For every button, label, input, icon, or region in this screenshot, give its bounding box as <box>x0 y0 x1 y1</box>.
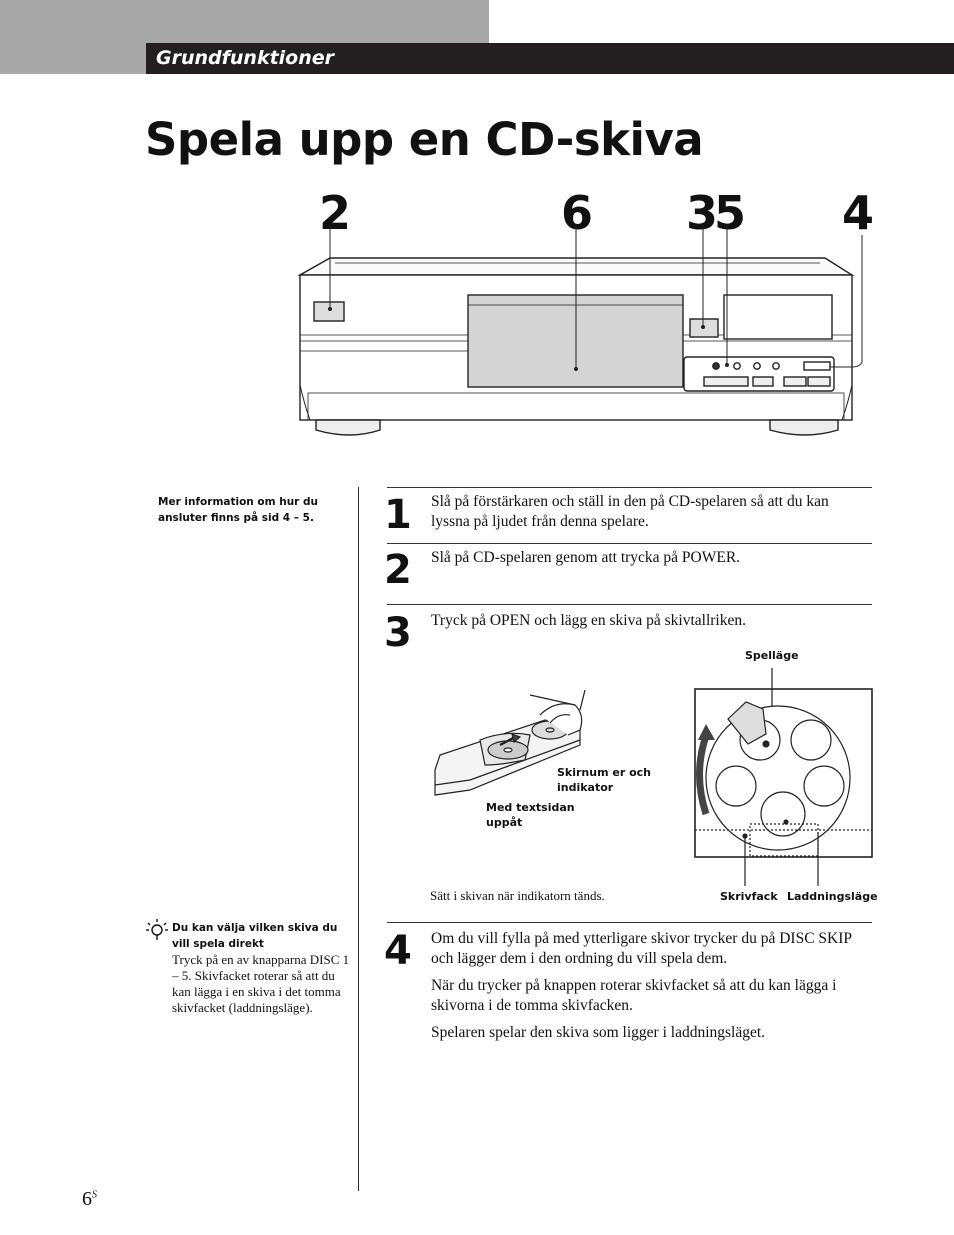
label-textside: Med textsidan uppåt <box>486 801 575 829</box>
sidebar-note: Mer information om hur du ansluter finns på sid 4 – 5. <box>158 496 319 524</box>
callout-4: 4 <box>842 186 875 240</box>
step-4-number: 4 <box>384 928 412 974</box>
tip-title: Du kan välja vilken skiva du vill spela direkt <box>172 922 338 950</box>
sidebar-divider <box>358 487 359 1191</box>
figure-caption: Sätt i skivan när indikatorn tänds. <box>430 888 605 903</box>
step-3-text <box>431 611 871 638</box>
section-title: Grundfunktioner <box>156 47 335 69</box>
step-2-number: 2 <box>384 547 412 593</box>
step-3-number: 3 <box>384 610 412 656</box>
step-3-rule <box>387 604 872 605</box>
callout-3: 3 <box>686 186 719 240</box>
step-4-rule <box>387 922 872 923</box>
callout-5: 5 <box>714 186 747 240</box>
carousel-diagram <box>688 664 874 886</box>
step-4-paragraph-1: Om du vill fylla på med ytterligare skivor trycker du på DISC SKIP och lägger dem i den ordning du vill spela dem. <box>431 930 852 967</box>
page-number <box>82 1188 97 1211</box>
step-2-rule <box>387 543 872 544</box>
step-1-number: 1 <box>384 492 412 538</box>
callout-6: 6 <box>561 186 594 240</box>
cd-player-illustration <box>290 225 870 445</box>
step-2-paragraph: Slå på CD-spelaren genom att trycka på POWER. <box>431 549 741 566</box>
label-play-position: Spelläge <box>745 649 799 662</box>
step-1-rule <box>387 487 872 488</box>
step-2-text <box>431 548 871 575</box>
step-1-text <box>431 492 871 539</box>
page-title: Spela upp en CD-skiva <box>145 113 704 166</box>
step-3-paragraph: Tryck på OPEN och lägg en skiva på skivtallriken. <box>431 612 746 629</box>
step-1-paragraph: Slå på förstärkaren och ställ in den på CD-spelaren så att du kan lyssna på ljudet från denna spelare. <box>431 493 829 530</box>
page-number-suffix: S <box>92 1189 97 1201</box>
step-4-paragraph-3: Spelaren spelar den skiva som ligger i laddningsläget. <box>431 1024 766 1041</box>
label-indicator: Skirnum er och indikator <box>557 766 652 794</box>
callout-2: 2 <box>319 186 352 240</box>
page-number-value: 6 <box>82 1188 92 1210</box>
step-4-paragraph-2: När du trycker på knappen roterar skivfacket så att du kan lägga i skivorna i de tomma skivfacken. <box>431 977 837 1014</box>
label-tray: Skrivfack <box>720 890 778 903</box>
label-loading-position: Laddningsläge <box>787 890 878 903</box>
tip-lightbulb-icon <box>145 918 169 942</box>
tip-body: Tryck på en av knapparna DISC 1 – 5. Skivfacket roterar så att du kan lägga i en skiva i det tomma skivfacket (laddningsläge). <box>172 952 350 1015</box>
tip-block <box>172 920 352 1016</box>
step-4-text <box>431 929 871 1050</box>
